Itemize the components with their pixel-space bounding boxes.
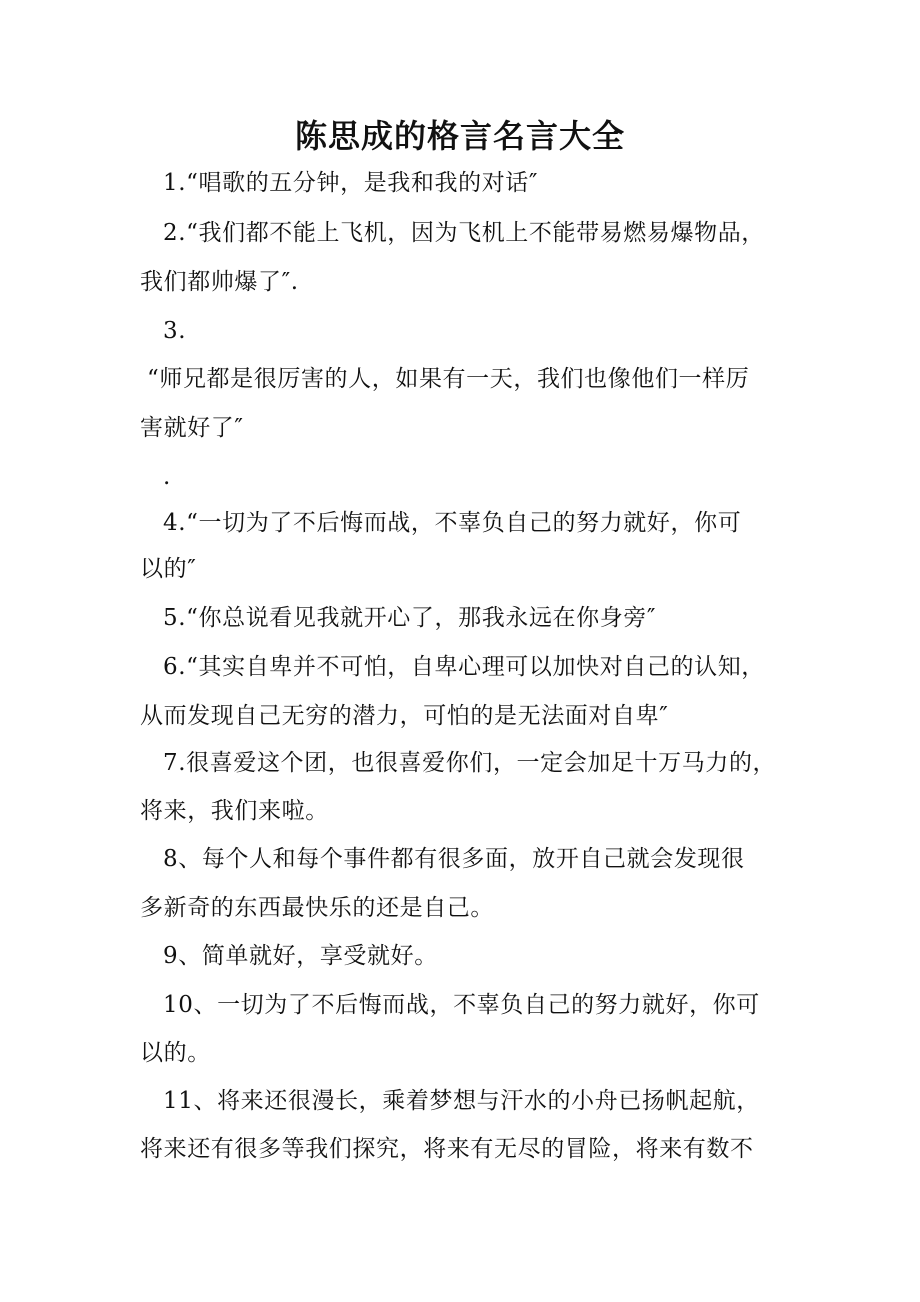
quote-line: 从而发现自己无穷的潜力，可怕的是无法面对自卑″ xyxy=(140,703,669,729)
quote-line: . xyxy=(163,464,171,490)
quote-line: 11、将来还很漫长，乘着梦想与汗水的小舟已扬帆起航， xyxy=(163,1088,760,1114)
quote-line: 7.很喜爱这个团，也很喜爱你们，一定会加足十万马力的， xyxy=(163,750,777,776)
quote-line: “师兄都是很厉害的人，如果有一天，我们也像他们一样厉 xyxy=(147,366,750,392)
quote-line: 以的″ xyxy=(140,556,197,582)
quote-line: 8、每个人和每个事件都有很多面，放开自己就会发现很 xyxy=(163,846,745,872)
quote-line: 10、一切为了不后悔而战，不辜负自己的努力就好，你可 xyxy=(163,992,760,1018)
quote-line: 我们都帅爆了″. xyxy=(140,269,299,295)
quote-line: 将来还有很多等我们探究，将来有无尽的冒险，将来有数不 xyxy=(140,1136,754,1162)
quote-line: 多新奇的东西最快乐的还是自己。 xyxy=(140,895,494,921)
quote-line: 5.“你总说看见我就开心了，那我永远在你身旁″ xyxy=(163,605,657,631)
quote-line: 6.“其实自卑并不可怕，自卑心理可以加快对自己的认知， xyxy=(163,654,765,680)
quote-line: 以的。 xyxy=(140,1040,211,1066)
quote-line: 4.“一切为了不后悔而战，不辜负自己的努力就好，你可 xyxy=(163,510,742,536)
quote-line: 3. xyxy=(163,318,187,344)
quote-line: 2.“我们都不能上飞机，因为飞机上不能带易燃易爆物品， xyxy=(163,220,765,246)
quote-line: 将来，我们来啦。 xyxy=(140,798,329,824)
document-title: 陈思成的格言名言大全 xyxy=(294,117,625,155)
quote-line: 1.“唱歌的五分钟，是我和我的对话″ xyxy=(163,170,539,196)
quote-line: 害就好了″ xyxy=(140,415,244,441)
quote-line: 9、简单就好，享受就好。 xyxy=(163,943,438,969)
